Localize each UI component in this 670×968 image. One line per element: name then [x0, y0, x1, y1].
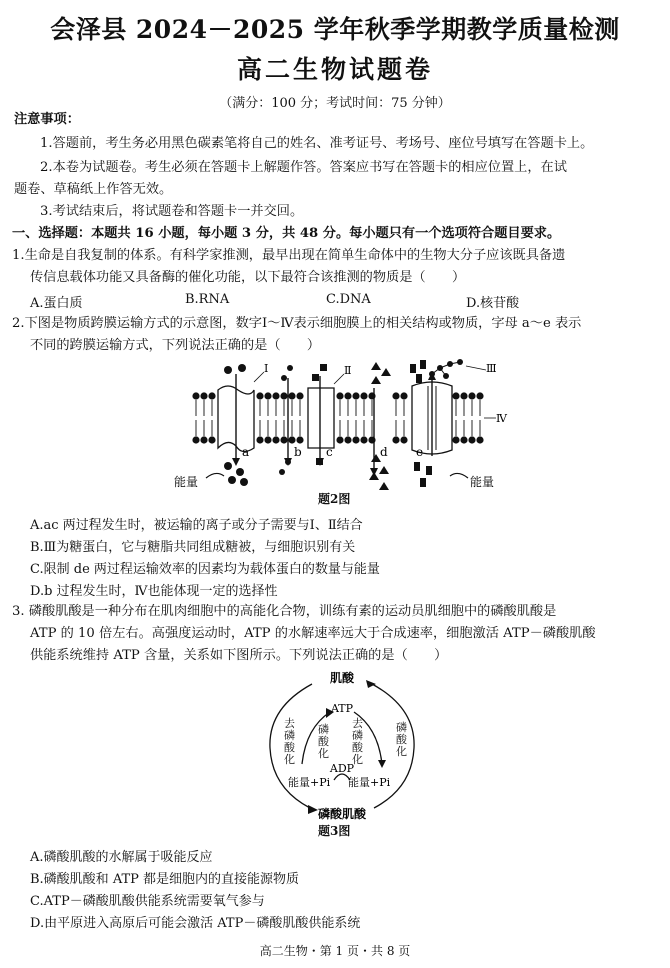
fig3-left-inner-label: 磷酸化 [318, 723, 329, 760]
q2-option-a: A.ac 两过程发生时，被运输的离子或分子需要与Ⅰ、Ⅱ结合 [30, 518, 363, 533]
q3-line-1: 3. 磷酸肌酸是一种分布在肌肉细胞中的高能化合物，训练有素的运动员肌细胞中的磷酸肌酸是 [12, 604, 557, 619]
fig2-label-b: b [294, 445, 302, 459]
notice-heading: 注意事项： [14, 112, 80, 127]
fig3-right-inner-label: 去磷酸化 [352, 717, 363, 766]
exam-title: 会泽县 2024－2025 学年秋季学期教学质量检测 [50, 15, 620, 44]
q2-option-b: B.Ⅲ为糖蛋白，它与糖脂共同组成糖被，与细胞识别有关 [30, 540, 356, 555]
fig3-creatine-phosphate: 磷酸肌酸 [317, 807, 367, 821]
section-heading: 一、选择题：本题共 16 小题，每小题 3 分，共 48 分。每小题只有一个选项符合题目要求。 [12, 226, 561, 241]
fig2-label-I: Ⅰ [264, 362, 269, 375]
q1-option-a: A.蛋白质 [30, 296, 83, 311]
q3-option-a: A.磷酸肌酸的水解属于吸能反应 [30, 850, 213, 865]
exam-meta: （满分：100 分；考试时间：75 分钟） [219, 96, 451, 111]
fig3-adp: ADP [329, 762, 355, 775]
fig2-label-e: e [416, 445, 424, 459]
notice-item-2: 2.本卷为试题卷。考生必须在答题卡上解题作答。答案应书写在答题卡的相应位置上，在试 [40, 160, 567, 175]
fig3-left-outer-label: 去磷酸化 [284, 717, 295, 766]
fig2-label-d: d [380, 445, 388, 459]
fig2-energy-right: 能量 [470, 475, 495, 489]
fig2-label-c: c [326, 445, 333, 459]
page-footer: 高二生物・第 1 页・共 8 页 [259, 944, 411, 958]
fig2-label-II: Ⅱ [344, 364, 352, 377]
q2-line-2: 不同的跨膜运输方式，下列说法正确的是（ ） [30, 338, 321, 353]
q3-line-3: 供能系统维持 ATP 含量，关系如下图所示。下列说法正确的是（ ） [30, 648, 448, 663]
exam-subtitle: 高二生物试题卷 [236, 55, 433, 84]
q3-line-2: ATP 的 10 倍左右。高强度运动时，ATP 的水解速率远大于合成速率，细胞激活 ATP－磷酸肌酸 [30, 626, 596, 641]
q1-line-1: 1.生命是自我复制的体系。有科学家推测，最早出现在简单生命体中的生物大分子应该既具备遗 [12, 248, 566, 263]
q1-line-2: 传信息载体功能又具备酶的催化功能，以下最符合该推测的物质是（ ） [30, 270, 466, 285]
fig2-caption: 题2图 [318, 492, 351, 506]
q1-option-d: D.核苷酸 [466, 296, 520, 311]
q3-option-b: B.磷酸肌酸和 ATP 都是细胞内的直接能源物质 [30, 872, 300, 887]
notice-item-2-cont: 题卷、草稿纸上作答无效。 [14, 182, 173, 197]
membrane-transport-figure [170, 358, 510, 508]
q1-option-c: C.DNA [326, 292, 371, 307]
fig3-right-outer-label: 磷酸化 [396, 721, 407, 758]
q3-option-c: C.ATP－磷酸肌酸供能系统需要氧气参与 [30, 894, 265, 909]
fig3-creatine: 肌酸 [329, 671, 355, 685]
fig2-label-III: Ⅲ [486, 362, 497, 375]
q1-option-b: B.RNA [185, 292, 230, 307]
fig3-energy-left: 能量+Pi [288, 776, 331, 789]
fig3-caption: 题3图 [318, 824, 351, 838]
fig2-label-a: a [242, 445, 250, 459]
q2-option-c: C.限制 de 两过程运输效率的因素均为载体蛋白的数量与能量 [30, 562, 380, 577]
fig3-energy-right: 能量+Pi [348, 776, 391, 789]
fig2-label-IV: Ⅳ [496, 412, 507, 425]
notice-item-1: 1.答题前，考生务必用黑色碳素笔将自己的姓名、准考证号、考场号、座位号填写在答题卡上。 [40, 136, 594, 151]
q3-option-d: D.由平原进入高原后可能会激活 ATP－磷酸肌酸供能系统 [30, 916, 361, 931]
fig2-energy-left: 能量 [174, 475, 199, 489]
notice-item-3: 3.考试结束后，将试题卷和答题卡一并交回。 [40, 204, 304, 219]
q2-option-d: D.b 过程发生时，Ⅳ也能体现一定的选择性 [30, 584, 278, 599]
q2-line-1: 2.下图是物质跨膜运输方式的示意图，数字Ⅰ～Ⅳ表示细胞膜上的相关结构或物质，字母 a～e 表示 [12, 316, 582, 331]
fig3-atp: ATP [330, 702, 354, 715]
